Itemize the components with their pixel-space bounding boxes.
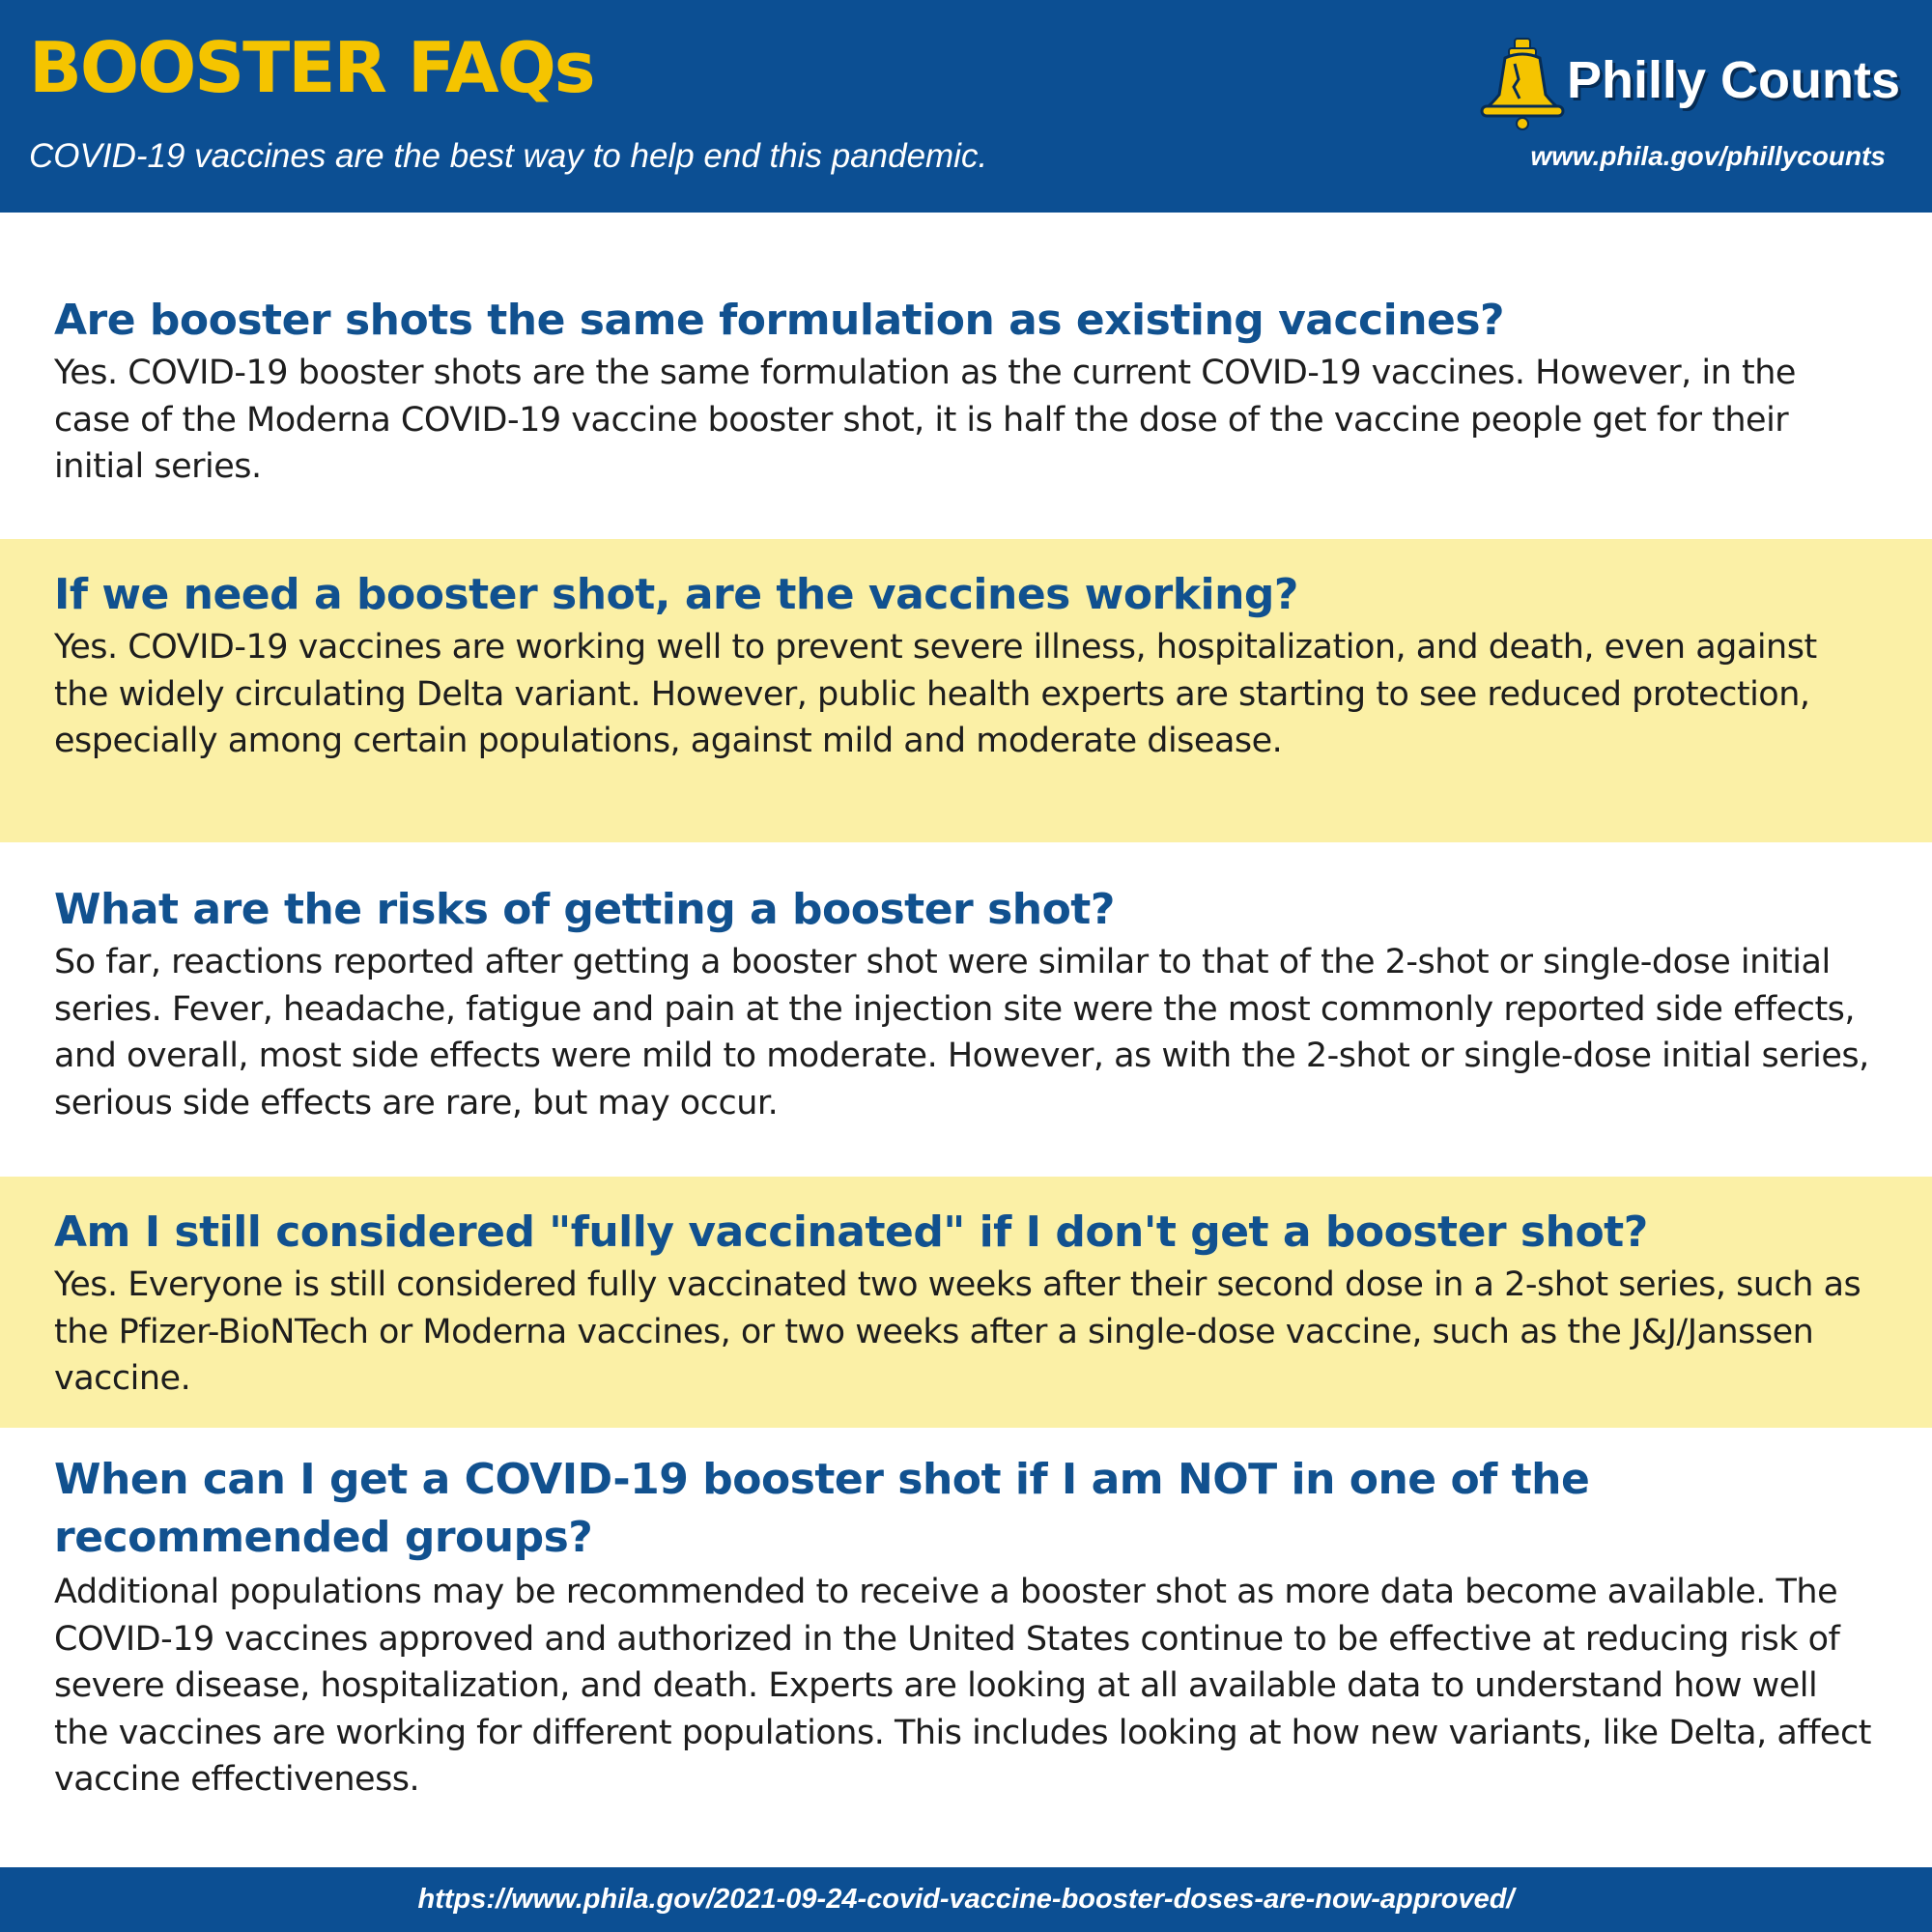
brand-url[interactable]: www.phila.gov/phillycounts — [1530, 141, 1886, 171]
faq-answer: Yes. COVID-19 vaccines are working well to prevent severe illness, hospitalization, and death, even against the widely circulating Delta variant. However, public health experts are starting to see reduced protection, especially among certain populations, against mild and moderate disease. — [54, 628, 1817, 760]
footer-bar — [0, 1867, 1932, 1932]
faq-question: When can I get a COVID-19 booster shot if I am NOT in one of the recommended groups? — [54, 1455, 1590, 1562]
faq-item — [0, 1428, 1932, 1867]
faq-item — [0, 539, 1932, 842]
faq-item — [0, 1177, 1932, 1428]
faq-answer: Additional populations may be recommended to receive a booster shot as more data become available. The COVID-19 vaccines approved and authorized in the United States continue to be effective at reducing risk of severe disease, hospitalization, and death. Experts are looking at all available data to understand how well the vaccines are working for different populations. This includes looking at how new variants, like Delta, affect vaccine effectiveness. — [54, 1573, 1871, 1799]
faq-question: Are booster shots the same formulation as existing vaccines? — [54, 296, 1505, 345]
source-link[interactable]: https://www.phila.gov/2021-09-24-covid-vaccine-booster-doses-are-now-approved/ — [417, 1884, 1515, 1915]
faq-answer: Yes. COVID-19 booster shots are the same formulation as the current COVID-19 vaccines. However, in the case of the Moderna COVID-19 vaccine booster shot, it is half the dose of the vaccine people get for their initial series. — [54, 354, 1796, 486]
faq-item — [0, 220, 1932, 539]
brand-name: Philly Counts — [1567, 51, 1901, 109]
philly-counts-logo — [1476, 37, 1901, 133]
faq-question: If we need a booster shot, are the vaccines working? — [54, 570, 1298, 619]
page-subtitle: COVID-19 vaccines are the best way to help end this pandemic. — [29, 137, 988, 175]
faq-item — [0, 842, 1932, 1177]
liberty-bell-icon — [1476, 37, 1569, 131]
faq-answer: Yes. Everyone is still considered fully vaccinated two weeks after their second dose in a 2-shot series, such as the Pfizer-BioNTech or Moderna vaccines, or two weeks after a single-dose vaccine, such as the J&J/Janssen vaccine. — [54, 1265, 1861, 1398]
header-banner — [0, 0, 1932, 213]
faq-question: Am I still considered "fully vaccinated" if I don't get a booster shot? — [54, 1208, 1648, 1257]
faq-question: What are the risks of getting a booster shot? — [54, 885, 1115, 934]
page-title: BOOSTER FAQs — [29, 27, 594, 108]
faq-answer: So far, reactions reported after getting a booster shot were similar to that of the 2-shot or single-dose initial series. Fever, headache, fatigue and pain at the injection site were the most commonly reported side effects, and overall, most side effects were mild to moderate. However, as with the 2-shot or single-dose initial series, serious side effects are rare, but may occur. — [54, 943, 1869, 1122]
